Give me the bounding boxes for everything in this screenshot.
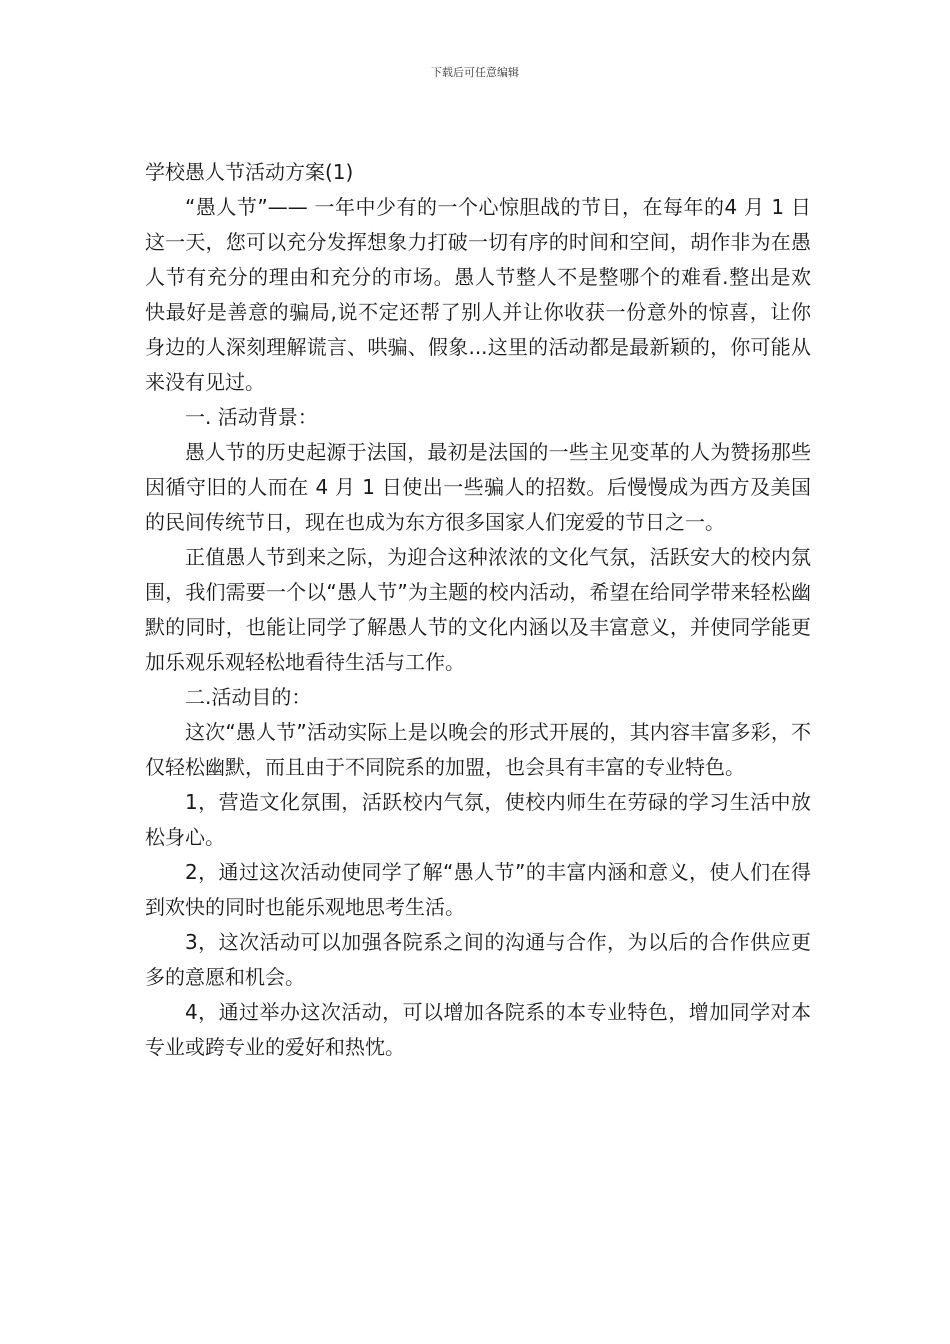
intro-paragraph: “愚人节”—— 一年中少有的一个心惊胆战的节日，在每年的4 月 1 日这一天，您可以充分发挥想象力打破一切有序的时间和空间，胡作非为在愚人节有充分的理由和充分的市场。愚人节整人不是整哪个的难看.整出是欢快最好是善意的骗局,说不定还帮了别人并让你收获一份意外的惊喜，让你身边的人深刻理解谎言、哄骗、假象...这里的活动都是最新颖的，你可能从来没有见过。 bbox=[145, 195, 811, 394]
page-header: 下载后可任意编辑 bbox=[431, 66, 519, 79]
section-heading-purpose: 二.活动目的： bbox=[185, 685, 312, 709]
background-paragraph-1: 愚人节的历史起源于法国，最初是法国的一些主见变革的人为赞扬那些因循守旧的人而在 4 月 1 日使出一些骗人的招数。后慢慢成为西方及美国的民间传统节日，现在也成为东方很多国家人们宠爱的节日之一。 bbox=[145, 440, 811, 534]
document-title: 学校愚人节活动方案(1) bbox=[145, 160, 354, 184]
document-body bbox=[145, 155, 811, 1065]
background-paragraph-2: 正值愚人节到来之际，为迎合这种浓浓的文化气氛，活跃安大的校内氛围，我们需要一个以“愚人节”为主题的校内活动，希望在给同学带来轻松幽默的同时，也能让同学了解愚人节的文化内涵以及丰富意义，并使同学能更加乐观乐观轻松地看待生活与工作。 bbox=[145, 545, 811, 674]
section-heading-background: 一. 活动背景： bbox=[185, 405, 318, 429]
purpose-paragraph: 这次“愚人节”活动实际上是以晚会的形式开展的，其内容丰富多彩，不仅轻松幽默，而且由于不同院系的加盟，也会具有丰富的专业特色。 bbox=[145, 720, 811, 779]
purpose-item-1: 1，营造文化氛围，活跃校内气氛，使校内师生在劳碌的学习生活中放松身心。 bbox=[145, 790, 811, 849]
purpose-item-2: 2，通过这次活动使同学了解“愚人节”的丰富内涵和意义，使人们在得到欢快的同时也能乐观地思考生活。 bbox=[145, 860, 811, 919]
purpose-item-3: 3，这次活动可以加强各院系之间的沟通与合作，为以后的合作供应更多的意愿和机会。 bbox=[145, 930, 811, 989]
purpose-item-4: 4，通过举办这次活动，可以增加各院系的本专业特色，增加同学对本专业或跨专业的爱好和热忱。 bbox=[145, 1000, 811, 1059]
